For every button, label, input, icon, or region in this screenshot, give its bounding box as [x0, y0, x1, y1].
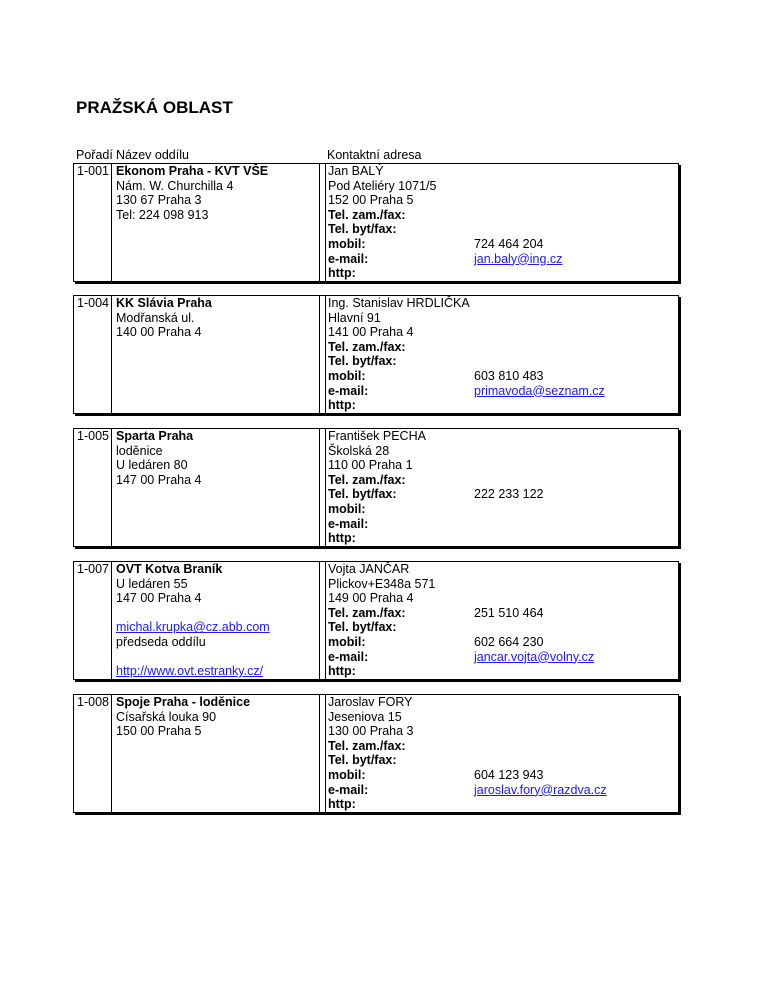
email-link[interactable]: jancar.vojta@volny.cz [474, 649, 595, 664]
club-name: Ekonom Praha - KVT VŠE [116, 164, 269, 178]
club-entry [73, 694, 679, 813]
entry-id: 1-008 [77, 695, 109, 709]
contact-name: Vojta JANČAR [328, 562, 410, 576]
club-address-line: 130 67 Praha 3 [116, 193, 202, 208]
contact-name: Jaroslav FORY [328, 695, 413, 709]
label-tel-byt: Tel. byt/fax: [328, 620, 397, 635]
contact-name: Jan BALÝ [328, 164, 384, 178]
contact-address-line: Pod Ateliéry 1071/5 [328, 178, 437, 193]
club-email-link[interactable]: michal.krupka@cz.abb.com [116, 620, 270, 635]
entry-id: 1-001 [77, 164, 109, 178]
label-email: e-mail: [328, 251, 369, 266]
label-mobil: mobil: [328, 634, 366, 649]
contact-address-line: 149 00 Praha 4 [328, 591, 414, 606]
label-tel-byt: Tel. byt/fax: [328, 354, 397, 369]
page-title: PRAŽSKÁ OBLAST [76, 98, 233, 117]
club-contact-role: předseda oddílu [116, 634, 206, 649]
contact-address-line: 141 00 Praha 4 [328, 325, 414, 340]
club-phone: Tel: 224 098 913 [116, 207, 209, 222]
label-tel-zam: Tel. zam./fax: [328, 738, 406, 753]
contact-address-line: Školská 28 [328, 443, 390, 458]
club-entry [73, 561, 679, 680]
contact-address-line: 110 00 Praha 1 [328, 458, 413, 473]
label-email: e-mail: [328, 383, 369, 398]
mobile-value: 602 664 230 [474, 634, 544, 649]
label-mobil: mobil: [328, 767, 366, 782]
club-address-line: loděnice [116, 443, 163, 458]
mobile-value: 604 123 943 [474, 767, 544, 782]
entry-id: 1-005 [77, 429, 109, 443]
club-address-line: 147 00 Praha 4 [116, 472, 202, 487]
contact-address-line: Jeseniova 15 [328, 709, 402, 724]
contact-address-line: 152 00 Praha 5 [328, 193, 414, 208]
label-tel-zam: Tel. zam./fax: [328, 339, 406, 354]
label-email: e-mail: [328, 782, 369, 797]
club-name: Sparta Praha [116, 429, 194, 443]
entry-id: 1-007 [77, 562, 109, 576]
club-address-line: U ledáren 80 [116, 458, 188, 473]
club-address-line: 140 00 Praha 4 [116, 325, 202, 340]
label-tel-byt: Tel. byt/fax: [328, 487, 397, 502]
club-address-line: U ledáren 55 [116, 576, 188, 591]
club-address-line: Nám. W. Churchilla 4 [116, 178, 234, 193]
club-address-line: Modřanská ul. [116, 310, 195, 325]
contact-address-line: 130 00 Praha 3 [328, 724, 414, 739]
label-email: e-mail: [328, 516, 369, 531]
header-order: Pořadí [76, 148, 113, 162]
header-club: Název oddílu [116, 148, 189, 162]
mobile-value: 603 810 483 [474, 368, 544, 383]
label-tel-byt: Tel. byt/fax: [328, 753, 397, 768]
label-tel-zam: Tel. zam./fax: [328, 472, 406, 487]
club-address-line: 147 00 Praha 4 [116, 591, 202, 606]
tel-zam-value: 251 510 464 [474, 605, 544, 620]
club-entry [73, 295, 679, 414]
mobile-value: 724 464 204 [474, 236, 544, 251]
email-link[interactable]: primavoda@seznam.cz [474, 383, 605, 398]
club-website-link[interactable]: http://www.ovt.estranky.cz/ [116, 664, 264, 679]
contact-name: Ing. Stanislav HRDLIČKA [328, 296, 470, 310]
club-entry [73, 428, 679, 547]
header-contact: Kontaktní adresa [327, 148, 422, 162]
label-http: http: [328, 398, 356, 413]
label-http: http: [328, 531, 356, 546]
label-http: http: [328, 797, 356, 812]
contact-address-line: Plickov+E348a 571 [328, 576, 436, 591]
label-tel-zam: Tel. zam./fax: [328, 207, 406, 222]
tel-byt-value: 222 233 122 [474, 487, 544, 502]
label-tel-zam: Tel. zam./fax: [328, 605, 406, 620]
label-http: http: [328, 664, 356, 679]
club-name: KK Slávia Praha [116, 296, 212, 310]
contact-address-line: Hlavní 91 [328, 310, 381, 325]
label-email: e-mail: [328, 649, 369, 664]
contact-name: František PECHA [328, 429, 426, 443]
label-mobil: mobil: [328, 236, 366, 251]
club-name: Spoje Praha - loděnice [116, 695, 251, 709]
club-address-line: Císařská louka 90 [116, 709, 217, 724]
label-http: http: [328, 266, 356, 281]
label-mobil: mobil: [328, 501, 366, 516]
email-link[interactable]: jan.baly@ing.cz [474, 251, 563, 266]
club-address-line: 150 00 Praha 5 [116, 724, 202, 739]
club-entry [73, 163, 679, 282]
label-mobil: mobil: [328, 368, 366, 383]
entry-id: 1-004 [77, 296, 109, 310]
email-link[interactable]: jaroslav.fory@razdva.cz [474, 782, 607, 797]
club-name: OVT Kotva Braník [116, 562, 223, 576]
label-tel-byt: Tel. byt/fax: [328, 222, 397, 237]
